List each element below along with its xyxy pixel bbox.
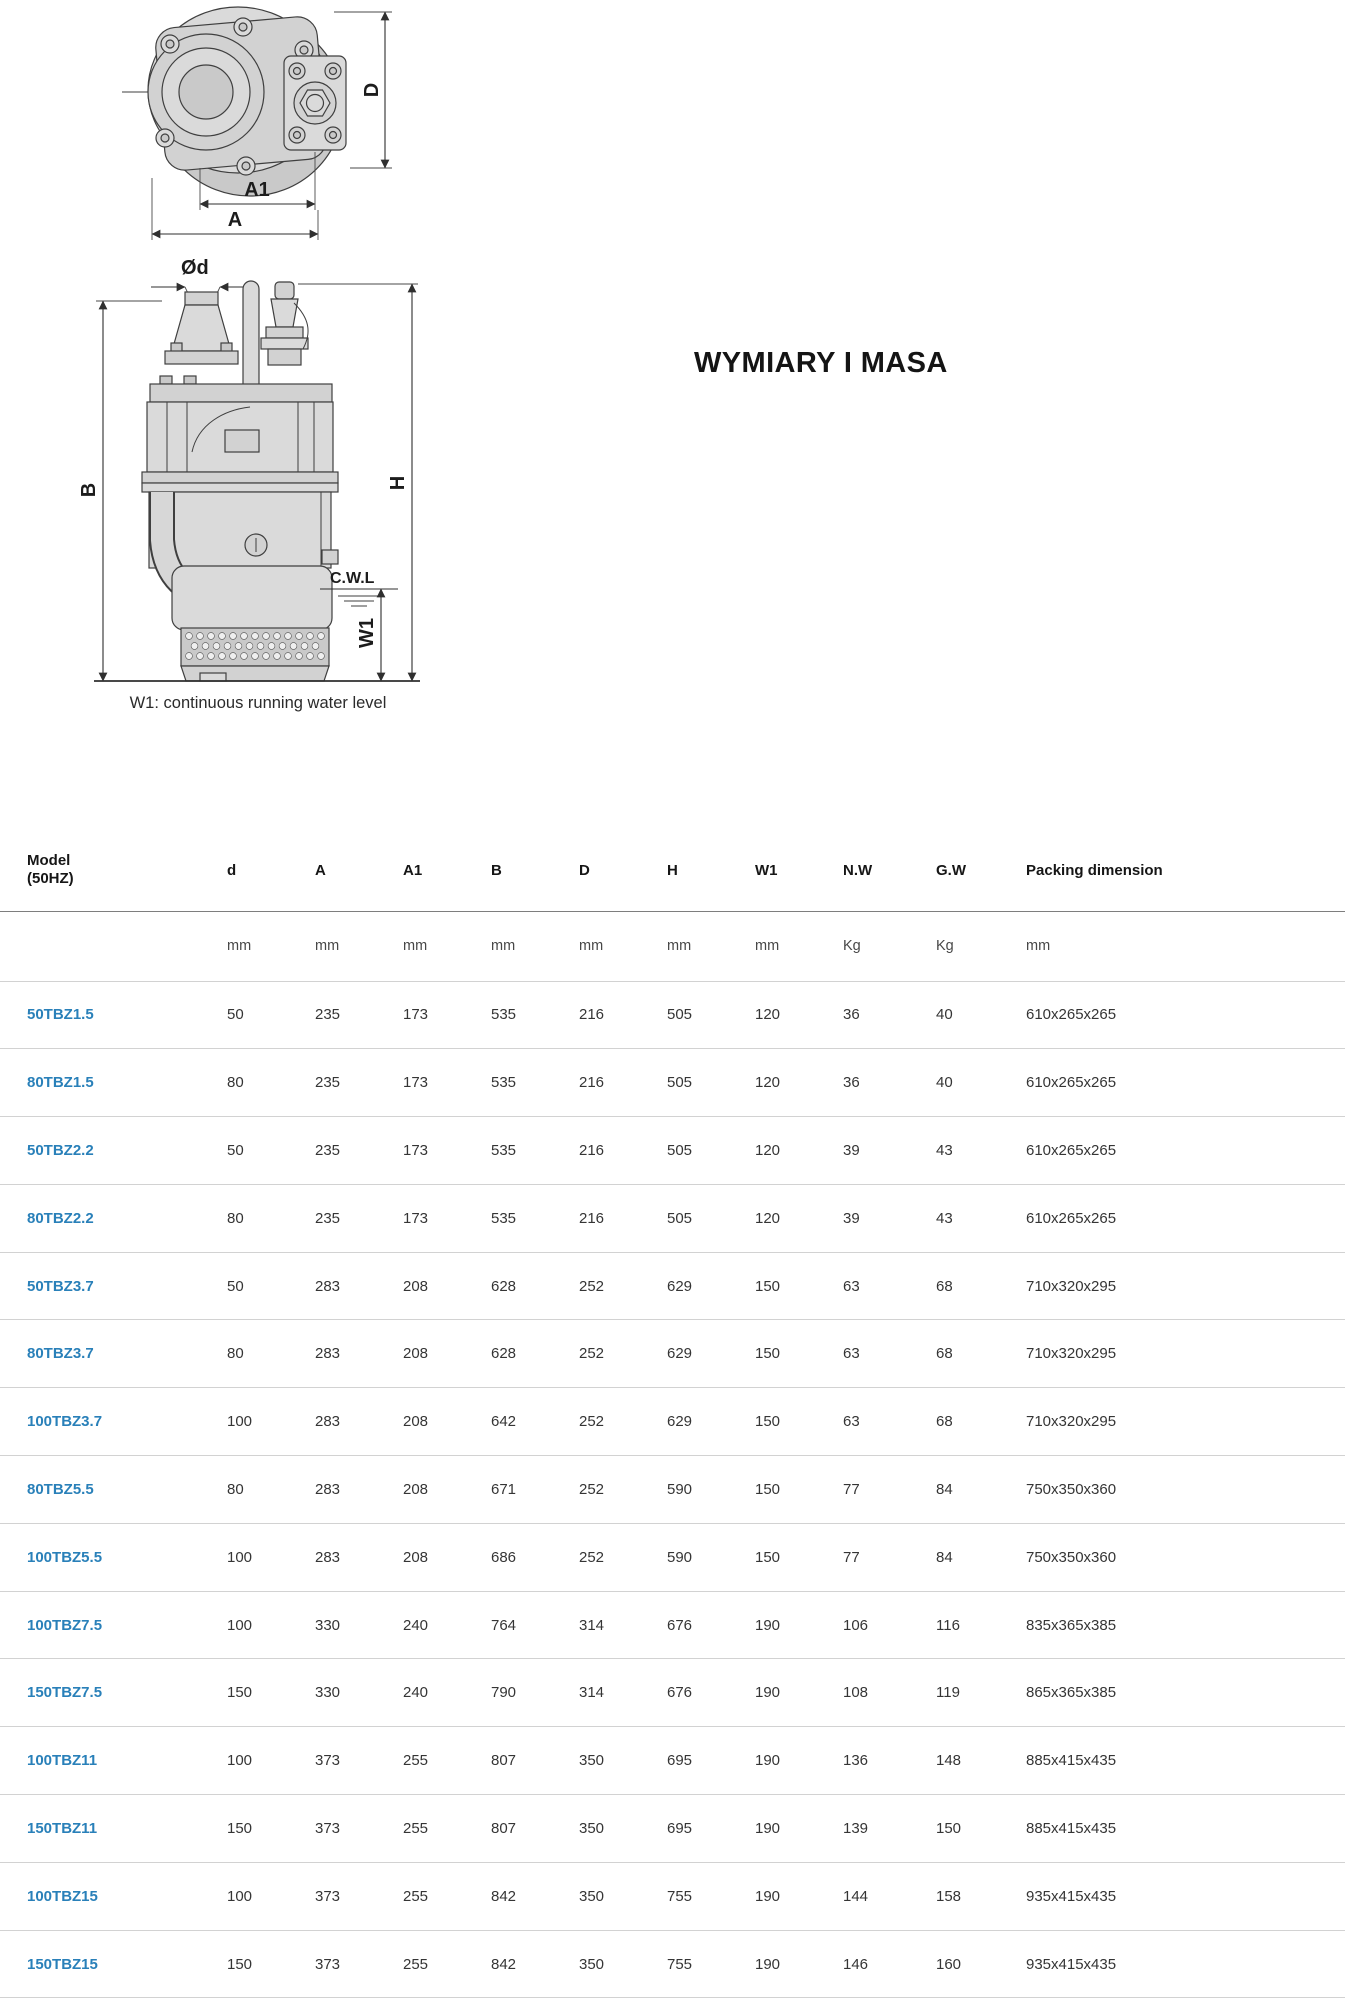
table-row [0, 981, 1345, 1049]
model-cell [0, 1117, 227, 1185]
value-cell-h: 676 [667, 1591, 755, 1659]
value-cell-h: 590 [667, 1456, 755, 1524]
dim-label-a: A [227, 209, 243, 231]
value-cell-nw: 106 [843, 1591, 936, 1659]
value-cell-dd: 350 [579, 1930, 667, 1998]
value-cell-dd: 252 [579, 1320, 667, 1388]
dim-label-b: B [78, 482, 100, 498]
value-cell-w1: 150 [755, 1320, 843, 1388]
model-cell [0, 1523, 227, 1591]
value-cell-w1: 150 [755, 1252, 843, 1320]
value-cell-gw: 148 [936, 1727, 1026, 1795]
column-header-model [0, 838, 227, 911]
model-link[interactable]: 150TBZ11 [27, 1819, 98, 1837]
value-cell-w1: 120 [755, 1184, 843, 1252]
value-cell-gw: 84 [936, 1456, 1026, 1524]
units-row [0, 911, 1345, 981]
dim-label-d: D [361, 82, 383, 98]
value-cell-d: 100 [227, 1523, 315, 1591]
unit-cell: mm [755, 911, 843, 981]
column-header-a: A [315, 838, 403, 911]
value-cell-nw: 108 [843, 1659, 936, 1727]
value-cell-b: 842 [491, 1862, 579, 1930]
value-cell-h: 755 [667, 1930, 755, 1998]
value-cell-w1: 120 [755, 981, 843, 1049]
value-cell-dd: 314 [579, 1659, 667, 1727]
value-cell-packing: 835x365x385 [1026, 1591, 1345, 1659]
model-cell [0, 1862, 227, 1930]
table-row [0, 1184, 1345, 1252]
value-cell-packing: 885x415x435 [1026, 1795, 1345, 1863]
value-cell-gw: 40 [936, 981, 1026, 1049]
value-cell-gw: 68 [936, 1320, 1026, 1388]
model-link[interactable]: 50TBZ3.7 [27, 1277, 94, 1295]
value-cell-dd: 350 [579, 1727, 667, 1795]
column-header-nw: N.W [843, 838, 936, 911]
value-cell-a: 373 [315, 1930, 403, 1998]
value-cell-a1: 173 [403, 1117, 491, 1185]
column-header-dd: D [579, 838, 667, 911]
value-cell-gw: 150 [936, 1795, 1026, 1863]
value-cell-nw: 144 [843, 1862, 936, 1930]
value-cell-gw: 43 [936, 1184, 1026, 1252]
value-cell-a: 283 [315, 1388, 403, 1456]
value-cell-dd: 350 [579, 1862, 667, 1930]
value-cell-gw: 84 [936, 1523, 1026, 1591]
value-cell-a1: 208 [403, 1523, 491, 1591]
model-cell [0, 1456, 227, 1524]
value-cell-packing: 750x350x360 [1026, 1456, 1345, 1524]
pump-top-view [122, 7, 392, 240]
unit-cell: mm [579, 911, 667, 981]
value-cell-d: 100 [227, 1862, 315, 1930]
value-cell-a1: 255 [403, 1862, 491, 1930]
table-row [0, 1117, 1345, 1185]
value-cell-gw: 68 [936, 1252, 1026, 1320]
table-row [0, 1795, 1345, 1863]
value-cell-a1: 173 [403, 1184, 491, 1252]
value-cell-nw: 36 [843, 1049, 936, 1117]
table-row [0, 1252, 1345, 1320]
value-cell-a1: 255 [403, 1930, 491, 1998]
value-cell-packing: 885x415x435 [1026, 1727, 1345, 1795]
value-cell-a: 283 [315, 1523, 403, 1591]
value-cell-d: 150 [227, 1930, 315, 1998]
model-link[interactable]: 80TBZ2.2 [27, 1209, 94, 1227]
value-cell-b: 628 [491, 1252, 579, 1320]
value-cell-h: 505 [667, 981, 755, 1049]
value-cell-a1: 255 [403, 1727, 491, 1795]
value-cell-a: 373 [315, 1727, 403, 1795]
value-cell-d: 150 [227, 1659, 315, 1727]
value-cell-dd: 216 [579, 1184, 667, 1252]
dim-label-h: H [387, 475, 409, 491]
unit-cell: mm [491, 911, 579, 981]
value-cell-h: 505 [667, 1049, 755, 1117]
value-cell-dd: 216 [579, 1117, 667, 1185]
table-row [0, 1320, 1345, 1388]
value-cell-w1: 190 [755, 1930, 843, 1998]
unit-cell: Kg [843, 911, 936, 981]
value-cell-d: 50 [227, 981, 315, 1049]
value-cell-b: 807 [491, 1795, 579, 1863]
unit-cell: mm [227, 911, 315, 981]
value-cell-w1: 150 [755, 1456, 843, 1524]
value-cell-h: 505 [667, 1184, 755, 1252]
model-cell [0, 1184, 227, 1252]
table-row [0, 1727, 1345, 1795]
value-cell-dd: 216 [579, 1049, 667, 1117]
value-cell-b: 628 [491, 1320, 579, 1388]
value-cell-nw: 77 [843, 1456, 936, 1524]
value-cell-h: 629 [667, 1388, 755, 1456]
table-row [0, 1049, 1345, 1117]
value-cell-d: 100 [227, 1388, 315, 1456]
column-header-packing: Packing dimension [1026, 838, 1345, 911]
value-cell-packing: 750x350x360 [1026, 1523, 1345, 1591]
value-cell-d: 80 [227, 1320, 315, 1388]
value-cell-packing: 710x320x295 [1026, 1388, 1345, 1456]
table-row [0, 1591, 1345, 1659]
value-cell-dd: 216 [579, 981, 667, 1049]
value-cell-gw: 160 [936, 1930, 1026, 1998]
value-cell-dd: 252 [579, 1523, 667, 1591]
model-cell [0, 1591, 227, 1659]
value-cell-w1: 120 [755, 1049, 843, 1117]
value-cell-gw: 119 [936, 1659, 1026, 1727]
value-cell-a: 235 [315, 981, 403, 1049]
value-cell-b: 535 [491, 1049, 579, 1117]
value-cell-dd: 350 [579, 1795, 667, 1863]
model-link[interactable]: 100TBZ11 [27, 1752, 98, 1770]
value-cell-h: 629 [667, 1320, 755, 1388]
value-cell-w1: 190 [755, 1795, 843, 1863]
value-cell-h: 695 [667, 1795, 755, 1863]
value-cell-h: 695 [667, 1727, 755, 1795]
value-cell-b: 535 [491, 1117, 579, 1185]
unit-cell: mm [315, 911, 403, 981]
model-link[interactable]: 100TBZ5.5 [27, 1548, 103, 1566]
dim-label-a1: A1 [244, 179, 270, 201]
model-link[interactable]: 50TBZ2.2 [27, 1141, 94, 1159]
value-cell-nw: 63 [843, 1252, 936, 1320]
value-cell-a: 373 [315, 1795, 403, 1863]
value-cell-a: 283 [315, 1320, 403, 1388]
value-cell-nw: 136 [843, 1727, 936, 1795]
model-cell [0, 1795, 227, 1863]
value-cell-w1: 190 [755, 1727, 843, 1795]
value-cell-a1: 208 [403, 1252, 491, 1320]
value-cell-nw: 77 [843, 1523, 936, 1591]
value-cell-d: 100 [227, 1727, 315, 1795]
value-cell-h: 629 [667, 1252, 755, 1320]
value-cell-gw: 68 [936, 1388, 1026, 1456]
table-row [0, 1659, 1345, 1727]
value-cell-a: 373 [315, 1862, 403, 1930]
value-cell-nw: 146 [843, 1930, 936, 1998]
value-cell-a: 330 [315, 1591, 403, 1659]
model-header-line1: Model [27, 851, 71, 869]
pump-dimension-drawing [0, 0, 470, 730]
dimensions-table [0, 838, 1345, 1998]
value-cell-nw: 36 [843, 981, 936, 1049]
value-cell-d: 50 [227, 1252, 315, 1320]
value-cell-nw: 63 [843, 1388, 936, 1456]
cwl-label: C.W.L [330, 570, 375, 587]
page-title: WYMIARY I MASA [694, 347, 948, 379]
value-cell-a1: 255 [403, 1795, 491, 1863]
model-link[interactable]: 80TBZ5.5 [27, 1480, 94, 1498]
pump-side-view [78, 257, 420, 712]
value-cell-d: 100 [227, 1591, 315, 1659]
value-cell-b: 842 [491, 1930, 579, 1998]
value-cell-nw: 39 [843, 1117, 936, 1185]
value-cell-a: 283 [315, 1456, 403, 1524]
value-cell-d: 80 [227, 1184, 315, 1252]
value-cell-packing: 935x415x435 [1026, 1862, 1345, 1930]
value-cell-w1: 150 [755, 1388, 843, 1456]
value-cell-h: 755 [667, 1862, 755, 1930]
model-cell [0, 1388, 227, 1456]
value-cell-b: 807 [491, 1727, 579, 1795]
table-row [0, 1456, 1345, 1524]
value-cell-packing: 610x265x265 [1026, 1117, 1345, 1185]
model-cell [0, 1930, 227, 1998]
value-cell-packing: 710x320x295 [1026, 1252, 1345, 1320]
unit-cell-empty [0, 911, 227, 981]
table-row [0, 1930, 1345, 1998]
dim-label-od: Ød [181, 257, 209, 279]
model-cell [0, 1252, 227, 1320]
value-cell-d: 80 [227, 1456, 315, 1524]
value-cell-dd: 252 [579, 1456, 667, 1524]
model-link[interactable]: 50TBZ1.5 [27, 1006, 94, 1024]
value-cell-gw: 40 [936, 1049, 1026, 1117]
value-cell-a1: 208 [403, 1388, 491, 1456]
value-cell-dd: 252 [579, 1252, 667, 1320]
value-cell-b: 535 [491, 1184, 579, 1252]
model-link[interactable]: 100TBZ7.5 [27, 1616, 103, 1634]
value-cell-dd: 314 [579, 1591, 667, 1659]
model-link[interactable]: 80TBZ1.5 [27, 1074, 94, 1092]
value-cell-d: 50 [227, 1117, 315, 1185]
value-cell-b: 671 [491, 1456, 579, 1524]
value-cell-h: 505 [667, 1117, 755, 1185]
unit-cell: mm [667, 911, 755, 981]
value-cell-w1: 190 [755, 1659, 843, 1727]
value-cell-gw: 43 [936, 1117, 1026, 1185]
column-header-h: H [667, 838, 755, 911]
value-cell-h: 590 [667, 1523, 755, 1591]
unit-cell: Kg [936, 911, 1026, 981]
value-cell-gw: 116 [936, 1591, 1026, 1659]
model-header-line2: (50HZ) [27, 870, 74, 888]
value-cell-w1: 150 [755, 1523, 843, 1591]
value-cell-a: 283 [315, 1252, 403, 1320]
column-header-gw: G.W [936, 838, 1026, 911]
value-cell-a: 235 [315, 1184, 403, 1252]
column-header-a1: A1 [403, 838, 491, 911]
model-cell [0, 1659, 227, 1727]
value-cell-b: 535 [491, 981, 579, 1049]
model-link[interactable]: 100TBZ3.7 [27, 1413, 103, 1431]
model-link[interactable]: 150TBZ7.5 [27, 1684, 103, 1702]
value-cell-a: 235 [315, 1049, 403, 1117]
column-header-d: d [227, 838, 315, 911]
value-cell-packing: 610x265x265 [1026, 981, 1345, 1049]
value-cell-d: 150 [227, 1795, 315, 1863]
model-cell [0, 1049, 227, 1117]
value-cell-w1: 190 [755, 1862, 843, 1930]
value-cell-packing: 710x320x295 [1026, 1320, 1345, 1388]
model-link[interactable]: 100TBZ15 [27, 1887, 98, 1905]
table-row [0, 1388, 1345, 1456]
value-cell-a1: 173 [403, 981, 491, 1049]
value-cell-w1: 190 [755, 1591, 843, 1659]
model-cell [0, 981, 227, 1049]
value-cell-b: 642 [491, 1388, 579, 1456]
value-cell-nw: 63 [843, 1320, 936, 1388]
cable-gland [261, 282, 308, 365]
value-cell-a1: 240 [403, 1591, 491, 1659]
value-cell-packing: 935x415x435 [1026, 1930, 1345, 1998]
value-cell-w1: 120 [755, 1117, 843, 1185]
unit-cell: mm [1026, 911, 1345, 981]
value-cell-packing: 865x365x385 [1026, 1659, 1345, 1727]
column-header-w1: W1 [755, 838, 843, 911]
value-cell-a: 330 [315, 1659, 403, 1727]
model-link[interactable]: 80TBZ3.7 [27, 1345, 94, 1363]
value-cell-h: 676 [667, 1659, 755, 1727]
value-cell-a1: 208 [403, 1320, 491, 1388]
value-cell-b: 764 [491, 1591, 579, 1659]
value-cell-a1: 208 [403, 1456, 491, 1524]
model-cell [0, 1727, 227, 1795]
value-cell-a: 235 [315, 1117, 403, 1185]
table-header-row [0, 838, 1345, 911]
value-cell-nw: 139 [843, 1795, 936, 1863]
drawing-caption: W1: continuous running water level [129, 694, 387, 712]
table-row [0, 1523, 1345, 1591]
value-cell-nw: 39 [843, 1184, 936, 1252]
model-cell [0, 1320, 227, 1388]
value-cell-b: 790 [491, 1659, 579, 1727]
value-cell-b: 686 [491, 1523, 579, 1591]
value-cell-a1: 240 [403, 1659, 491, 1727]
table-row [0, 1862, 1345, 1930]
discharge-flange [284, 56, 346, 150]
model-link[interactable]: 150TBZ15 [27, 1955, 98, 1973]
value-cell-d: 80 [227, 1049, 315, 1117]
unit-cell: mm [403, 911, 491, 981]
value-cell-gw: 158 [936, 1862, 1026, 1930]
value-cell-dd: 252 [579, 1388, 667, 1456]
column-header-b: B [491, 838, 579, 911]
value-cell-packing: 610x265x265 [1026, 1184, 1345, 1252]
dim-label-w1: W1 [356, 618, 378, 648]
value-cell-packing: 610x265x265 [1026, 1049, 1345, 1117]
value-cell-a1: 173 [403, 1049, 491, 1117]
